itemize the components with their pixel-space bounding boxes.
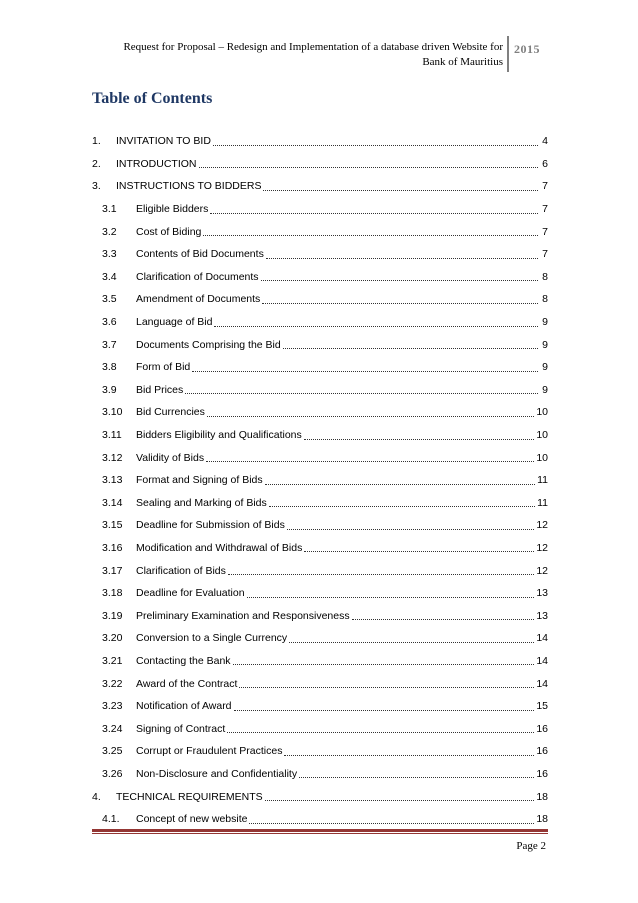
toc-entry[interactable] bbox=[92, 740, 548, 763]
toc-dot-leader bbox=[284, 755, 534, 756]
toc-entry-number: 1. bbox=[92, 135, 101, 148]
toc-dot-leader bbox=[265, 484, 535, 485]
toc-entry-label: Contacting the Bank bbox=[136, 654, 231, 667]
toc-entry-page: 8 bbox=[542, 293, 548, 306]
toc-entry-label: Form of Bid bbox=[136, 361, 191, 374]
toc-entry-page: 7 bbox=[542, 203, 548, 216]
toc-dot-leader bbox=[206, 461, 534, 462]
toc-entry-number: 3.22 bbox=[102, 677, 123, 690]
toc-entry-page: 7 bbox=[542, 225, 548, 238]
toc-dot-leader bbox=[192, 371, 538, 372]
toc-entry-number: 3. bbox=[92, 180, 101, 193]
toc-entry-label: Validity of Bids bbox=[136, 451, 205, 464]
toc-dot-leader bbox=[228, 574, 534, 575]
toc-entry-page: 13 bbox=[536, 587, 548, 600]
toc-entry-page: 12 bbox=[536, 519, 548, 532]
toc-entry-page: 9 bbox=[542, 316, 548, 329]
toc-entry[interactable] bbox=[92, 582, 548, 605]
toc-entry-label: Signing of Contract bbox=[136, 722, 226, 735]
toc-dot-leader bbox=[203, 235, 538, 236]
header-title bbox=[92, 40, 503, 70]
toc-entry[interactable] bbox=[92, 379, 548, 402]
toc-entry-page: 10 bbox=[536, 451, 548, 464]
toc-entry-number: 3.5 bbox=[102, 293, 117, 306]
toc-entry-page: 11 bbox=[537, 496, 548, 509]
toc-entry-number: 3.15 bbox=[102, 519, 123, 532]
toc-entry-label: INVITATION TO BID bbox=[116, 135, 211, 148]
toc-entry-page: 12 bbox=[536, 564, 548, 577]
toc-entry-label: Corrupt or Fraudulent Practices bbox=[136, 745, 283, 758]
toc-entry-number: 3.7 bbox=[102, 338, 117, 351]
header-year: 2015 bbox=[514, 42, 540, 56]
toc-entry[interactable] bbox=[92, 356, 548, 379]
toc-entry[interactable] bbox=[92, 469, 548, 492]
toc-entry-number: 3.11 bbox=[102, 429, 122, 442]
toc-entry-number: 3.14 bbox=[102, 496, 123, 509]
toc-title: Table of Contents bbox=[92, 90, 213, 107]
toc-dot-leader bbox=[299, 777, 534, 778]
toc-entry[interactable] bbox=[92, 446, 548, 469]
toc-entry-page: 15 bbox=[536, 700, 548, 713]
toc-entry-page: 13 bbox=[536, 609, 548, 622]
toc-entry[interactable] bbox=[92, 153, 548, 176]
toc-dot-leader bbox=[283, 348, 538, 349]
toc-entry-number: 3.21 bbox=[102, 654, 123, 667]
toc-entry[interactable] bbox=[92, 198, 548, 221]
toc-entry[interactable] bbox=[92, 695, 548, 718]
toc-entry-label: Language of Bid bbox=[136, 316, 213, 329]
toc-dot-leader bbox=[234, 710, 535, 711]
toc-entry-number: 3.8 bbox=[102, 361, 117, 374]
toc-entry[interactable] bbox=[92, 175, 548, 198]
toc-entry-page: 18 bbox=[536, 813, 548, 826]
toc-entry-number: 3.10 bbox=[102, 406, 123, 419]
toc-entry[interactable] bbox=[92, 650, 548, 673]
toc-entry-page: 14 bbox=[536, 654, 548, 667]
toc-dot-leader bbox=[247, 597, 535, 598]
toc-entry-label: Sealing and Marking of Bids bbox=[136, 496, 267, 509]
toc-dot-leader bbox=[214, 326, 538, 327]
toc-entry-number: 3.4 bbox=[102, 270, 117, 283]
toc-entry-label: Concept of new website bbox=[136, 813, 248, 826]
toc-dot-leader bbox=[249, 823, 534, 824]
toc-entry-number: 3.18 bbox=[102, 587, 123, 600]
toc-entry-number: 3.1 bbox=[102, 203, 117, 216]
toc-entry-label: Format and Signing of Bids bbox=[136, 474, 263, 487]
toc-entry-number: 3.13 bbox=[102, 474, 123, 487]
toc-entry[interactable] bbox=[92, 717, 548, 740]
toc-entry-label: Notification of Award bbox=[136, 700, 232, 713]
toc-entry[interactable] bbox=[92, 672, 548, 695]
toc-entry-page: 9 bbox=[542, 383, 548, 396]
toc-entry[interactable] bbox=[92, 243, 548, 266]
toc-entry-page: 14 bbox=[536, 632, 548, 645]
toc-dot-leader bbox=[239, 687, 534, 688]
toc-entry-page: 16 bbox=[536, 767, 548, 780]
toc-entry-label: Clarification of Documents bbox=[136, 270, 259, 283]
toc-entry-label: Bidders Eligibility and Qualifications bbox=[136, 429, 302, 442]
toc-dot-leader bbox=[304, 439, 535, 440]
toc-dot-leader bbox=[263, 190, 538, 191]
toc-entry-label: Conversion to a Single Currency bbox=[136, 632, 288, 645]
header-divider bbox=[507, 36, 509, 72]
toc-entry[interactable] bbox=[92, 288, 548, 311]
toc-entry-number: 3.25 bbox=[102, 745, 123, 758]
toc-entry-page: 7 bbox=[542, 248, 548, 261]
toc-entry[interactable] bbox=[92, 266, 548, 289]
toc-entry-page: 10 bbox=[536, 406, 548, 419]
toc-entry[interactable] bbox=[92, 537, 548, 560]
toc-entry-label: Bid Currencies bbox=[136, 406, 205, 419]
toc-entry-number: 3.24 bbox=[102, 722, 123, 735]
toc-entry[interactable] bbox=[92, 492, 548, 515]
toc-entry[interactable] bbox=[92, 130, 548, 153]
toc-dot-leader bbox=[265, 800, 535, 801]
toc-entry-page: 4 bbox=[542, 135, 548, 148]
toc-dot-leader bbox=[289, 642, 534, 643]
toc-entry-page: 9 bbox=[542, 361, 548, 374]
toc-entry[interactable] bbox=[92, 808, 548, 831]
footer-rule bbox=[92, 829, 548, 832]
footer-rule-thin bbox=[92, 833, 548, 834]
toc-entry-number: 4.1. bbox=[102, 813, 120, 826]
toc-entry-page: 8 bbox=[542, 270, 548, 283]
toc-entry-label: Clarification of Bids bbox=[136, 564, 226, 577]
toc-entry-page: 14 bbox=[536, 677, 548, 690]
toc-entry-label: INSTRUCTIONS TO BIDDERS bbox=[116, 180, 262, 193]
toc-entry-page: 7 bbox=[542, 180, 548, 193]
toc-entry-label: Documents Comprising the Bid bbox=[136, 338, 281, 351]
toc-entry[interactable] bbox=[92, 785, 548, 808]
header-title-line2: Bank of Mauritius bbox=[422, 56, 503, 68]
toc-entry-page: 16 bbox=[536, 722, 548, 735]
page-header bbox=[92, 36, 547, 74]
toc-entry-number: 3.26 bbox=[102, 767, 123, 780]
toc-entry-number: 3.19 bbox=[102, 609, 123, 622]
toc-entry-page: 9 bbox=[542, 338, 548, 351]
toc-entry-page: 16 bbox=[536, 745, 548, 758]
toc-entry-number: 3.9 bbox=[102, 383, 117, 396]
toc-entry-number: 3.6 bbox=[102, 316, 117, 329]
toc-entry[interactable] bbox=[92, 424, 548, 447]
page-number: Page 2 bbox=[516, 840, 546, 852]
toc-entry-page: 11 bbox=[537, 474, 548, 487]
toc-entry-label: Deadline for Evaluation bbox=[136, 587, 245, 600]
toc-entry-label: Contents of Bid Documents bbox=[136, 248, 264, 261]
toc-entry-number: 3.16 bbox=[102, 541, 123, 554]
toc-entry-number: 3.20 bbox=[102, 632, 123, 645]
toc-dot-leader bbox=[287, 529, 534, 530]
toc-entry-label: INTRODUCTION bbox=[116, 157, 197, 170]
toc-dot-leader bbox=[266, 258, 538, 259]
toc-entry-number: 3.12 bbox=[102, 451, 123, 464]
toc-entry-label: Award of the Contract bbox=[136, 677, 238, 690]
toc-entry[interactable] bbox=[92, 627, 548, 650]
toc-entry-label: Non-Disclosure and Confidentiality bbox=[136, 767, 298, 780]
toc-entry-number: 2. bbox=[92, 157, 101, 170]
toc-entry-label: TECHNICAL REQUIREMENTS bbox=[116, 790, 263, 803]
toc-entry-number: 3.2 bbox=[102, 225, 117, 238]
toc-entry-label: Deadline for Submission of Bids bbox=[136, 519, 285, 532]
toc-entry-label: Cost of Biding bbox=[136, 225, 202, 238]
toc-entry[interactable] bbox=[92, 763, 548, 786]
toc-entry-label: Modification and Withdrawal of Bids bbox=[136, 541, 303, 554]
header-title-line1: Request for Proposal – Redesign and Implementation of a database driven Website for bbox=[123, 41, 503, 53]
toc-dot-leader bbox=[199, 167, 539, 168]
toc-entry-number: 3.3 bbox=[102, 248, 117, 261]
toc-dot-leader bbox=[352, 619, 535, 620]
toc-dot-leader bbox=[207, 416, 534, 417]
toc-dot-leader bbox=[185, 393, 538, 394]
toc-dot-leader bbox=[262, 303, 538, 304]
toc-dot-leader bbox=[269, 506, 535, 507]
toc-entry[interactable] bbox=[92, 559, 548, 582]
toc-dot-leader bbox=[261, 280, 538, 281]
toc-entry[interactable] bbox=[92, 604, 548, 627]
toc-dot-leader bbox=[233, 664, 535, 665]
toc-entry-number: 3.17 bbox=[102, 564, 123, 577]
toc-entry-number: 4. bbox=[92, 790, 101, 803]
toc-entry-label: Preliminary Examination and Responsiveness bbox=[136, 609, 350, 622]
toc-dot-leader bbox=[213, 145, 538, 146]
toc-dot-leader bbox=[227, 732, 534, 733]
toc-entry-number: 3.23 bbox=[102, 700, 123, 713]
toc-entry-label: Bid Prices bbox=[136, 383, 184, 396]
toc-entry[interactable] bbox=[92, 333, 548, 356]
toc-entry[interactable] bbox=[92, 401, 548, 424]
toc-entry-page: 6 bbox=[542, 157, 548, 170]
toc-entry[interactable] bbox=[92, 311, 548, 334]
toc-entry-page: 18 bbox=[536, 790, 548, 803]
toc-entry[interactable] bbox=[92, 514, 548, 537]
toc-dot-leader bbox=[210, 213, 538, 214]
toc-dot-leader bbox=[304, 551, 534, 552]
table-of-contents bbox=[92, 130, 548, 830]
toc-entry-page: 10 bbox=[536, 429, 548, 442]
toc-entry-label: Eligible Bidders bbox=[136, 203, 209, 216]
toc-entry[interactable] bbox=[92, 220, 548, 243]
toc-entry-label: Amendment of Documents bbox=[136, 293, 261, 306]
toc-entry-page: 12 bbox=[536, 541, 548, 554]
